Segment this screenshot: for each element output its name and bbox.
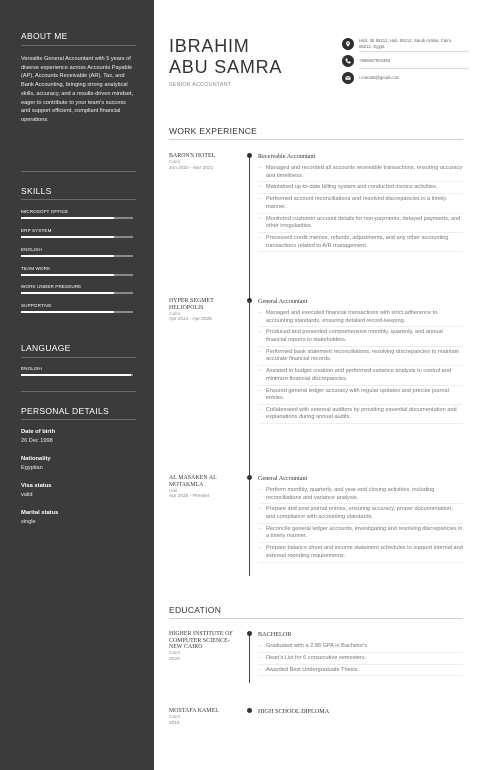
school-dates: 2016 — [169, 720, 180, 726]
job-dates: Apr 2025 - Present — [169, 494, 210, 500]
email-icon — [342, 72, 354, 84]
timeline-dot — [247, 631, 252, 636]
job-org: AL MASAKEN AL MOTAKMLA — [169, 475, 217, 488]
language-bar-fill — [21, 374, 131, 376]
skill-bar — [21, 274, 133, 276]
dob-value: 26 Dec 1998 — [21, 438, 53, 444]
school-name: HIGHER INSTITUTE OF COMPUTER SCIENCE-NEW CAIRO — [169, 631, 233, 651]
nationality-label: Nationality — [21, 456, 51, 462]
education-bullets — [258, 643, 463, 674]
language-name: ENGLISH — [21, 366, 42, 371]
list-item: – Assisted in budget creation and performed variance analysis to control and minimize financial discrepancies. — [258, 368, 463, 383]
language-divider — [21, 357, 136, 358]
job-title: SENIOR ACCOUNTANT — [169, 82, 232, 88]
list-item: – Produced and presented comprehensive monthly, quarterly, and annual financial reports to stakeholders. — [258, 329, 463, 344]
skill-bar — [21, 255, 133, 257]
education-details — [258, 708, 463, 720]
job-bullets — [258, 310, 463, 422]
skill-bar — [21, 217, 133, 219]
skill-item — [21, 284, 133, 294]
list-item: – Ensured general ledger accuracy with regular updates and precise journal entries. — [258, 388, 463, 403]
personal-divider — [21, 419, 136, 420]
list-item: – Perform monthly, quarterly, and year-end closing activities, including reconciliations and variance analysis. — [258, 487, 463, 502]
timeline-dot — [247, 708, 252, 713]
job-meta — [169, 475, 243, 499]
visa-value: valid — [21, 492, 33, 498]
list-item: – Awarded Best Undergraduate Thesis. — [258, 667, 463, 675]
language-heading: LANGUAGE — [21, 343, 71, 353]
skill-name: ERP SYSTEM — [21, 228, 52, 233]
list-item: – Reconcile general ledger accounts, investigating and resolving discrepancies in a timely manner. — [258, 526, 463, 541]
school-dates: 2020 — [169, 656, 180, 662]
education-divider — [169, 618, 463, 619]
phone-icon — [342, 55, 354, 67]
skill-bar — [21, 311, 133, 313]
skill-bar-fill — [21, 311, 114, 313]
job-meta — [169, 153, 243, 171]
school-name: MOSTAFA KAMEL — [169, 708, 219, 714]
experience-timeline — [249, 156, 250, 576]
email-text[interactable]: i.manat8@gmail.com — [359, 75, 400, 80]
skill-bar — [21, 292, 133, 294]
skill-name: MICROSOFT OFFICE — [21, 209, 69, 214]
list-item: – Monitored customer account details for non-payments, delayed payments, and other irregularities. — [258, 216, 463, 231]
education-meta — [169, 631, 243, 662]
list-item: – Collaborated with external auditors by providing essential documentation and explanations during annual audits. — [258, 407, 463, 422]
job-bullets — [258, 487, 463, 560]
job-location: Cairo — [169, 311, 181, 317]
about-bottom-divider — [21, 171, 136, 172]
list-item: – Performed bank statement reconciliations, resolving discrepancies to maintain accurate financial records. — [258, 349, 463, 364]
skill-name: TEAM WORK — [21, 266, 51, 271]
sidebar — [0, 0, 154, 770]
timeline-dot — [247, 475, 252, 480]
job-dates: Apr 2021 - Apr 2025 — [169, 317, 212, 323]
skills-divider — [21, 199, 136, 200]
skill-item — [21, 209, 133, 219]
timeline-dot — [247, 298, 252, 303]
school-location: Cairo — [169, 651, 181, 657]
skill-bar-fill — [21, 274, 114, 276]
job-role: General Accountant — [258, 298, 308, 305]
skill-bar-fill — [21, 255, 114, 257]
list-item: – Managed and executed financial transactions with strict adherence to accounting standards, ensuring detailed record-keeping. — [258, 310, 463, 325]
job-meta — [169, 298, 243, 322]
job-bullets — [258, 165, 463, 250]
about-text: Versatile General Accountant with 5 years of diverse experience across Accounts Payable (AP), Accounts Receivable (AR), Tax, and Bank Accounting, bringing strong analytical skills, accuracy, and a results-driven mindset, eager to contribute to your team's success and support efficient, compliant financial operations. — [21, 56, 134, 123]
language-item — [21, 366, 133, 376]
timeline-dot — [247, 153, 252, 158]
location-pin-icon — [342, 38, 354, 50]
job-location: Hail — [169, 488, 178, 494]
list-item: – Prepare balance sheet and income statement schedules to support internal and external reporting requirements. — [258, 545, 463, 560]
degree: HIGH SCHOOL DIPLOMA — [258, 708, 330, 715]
job-role: Receivable Accountant — [258, 153, 316, 160]
contact-divider — [359, 51, 469, 52]
job-dates: Jun 2020 - Mar 2021 — [169, 165, 214, 171]
list-item: – Prepare and post journal entries, ensuring accuracy, proper documentation, and compliance with accounting standards. — [258, 506, 463, 521]
job-role: General Accountant — [258, 475, 308, 482]
skill-item — [21, 247, 133, 257]
work-experience-heading: WORK EXPERIENCE — [169, 126, 258, 136]
skill-bar-fill — [21, 217, 114, 219]
skill-bar-fill — [21, 292, 114, 294]
candidate-name — [169, 36, 282, 77]
education-meta — [169, 708, 243, 726]
skill-item — [21, 303, 133, 313]
contact-divider — [359, 68, 469, 69]
skill-bar-fill — [21, 236, 114, 238]
education-heading: EDUCATION — [169, 605, 222, 615]
language-bottom-divider — [21, 391, 136, 392]
marital-value: single — [21, 519, 36, 525]
list-item: – Managed and recorded all accounts receivable transactions, ensuring accuracy and timeliness. — [258, 165, 463, 180]
job-details — [258, 153, 463, 254]
skills-heading: SKILLS — [21, 186, 52, 196]
list-item: – Processed credit memos, refunds, adjustments, and any other accounting transactions related to A/R management. — [258, 235, 463, 250]
work-experience-divider — [169, 139, 463, 140]
address-text: Ha'il, 06 55212, Hail, 55212, Saudi Arabia, Cairo, 55212, Egypt — [359, 38, 453, 49]
phone-text[interactable]: +966057804383 — [359, 58, 391, 63]
skill-item — [21, 228, 133, 238]
skill-name: ENGLISH — [21, 247, 42, 252]
list-item: – Dean's List for 6 consecutive semesters. — [258, 655, 463, 663]
visa-label: Visa status — [21, 483, 52, 489]
education-timeline — [249, 633, 250, 683]
degree: BACHELOR — [258, 631, 292, 638]
job-details — [258, 298, 463, 426]
job-location: Cairo — [169, 160, 181, 166]
skill-item — [21, 266, 133, 276]
job-details — [258, 475, 463, 565]
skill-name: WORK UNDER PRESSURE — [21, 284, 82, 289]
school-location: Cairo — [169, 715, 181, 721]
name-line-1: IBRAHIM — [169, 36, 250, 56]
about-heading: ABOUT ME — [21, 31, 68, 41]
nationality-value: Egyptian — [21, 465, 43, 471]
job-org: BARON'S HOTEL — [169, 153, 216, 159]
list-item: – Maintained up-to-date billing system and conducted invoice activities. — [258, 184, 463, 192]
skill-bar — [21, 236, 133, 238]
name-line-2: ABU SAMRA — [169, 56, 283, 77]
language-bar — [21, 374, 133, 376]
about-divider — [21, 45, 136, 46]
personal-heading: PERSONAL DETAILS — [21, 406, 109, 416]
education-details — [258, 631, 463, 678]
marital-label: Marital status — [21, 510, 59, 516]
list-item: – Performed account reconciliations and resolved discrepancies in a timely manner. — [258, 196, 463, 211]
job-org: HYPER SEGMET HELIOPOLIS — [169, 298, 214, 311]
dob-label: Date of birth — [21, 429, 56, 435]
list-item: – Graduated with a 2.88 GPA in Bachelor's. — [258, 643, 463, 651]
skill-name: SUPPORTIVE — [21, 303, 52, 308]
